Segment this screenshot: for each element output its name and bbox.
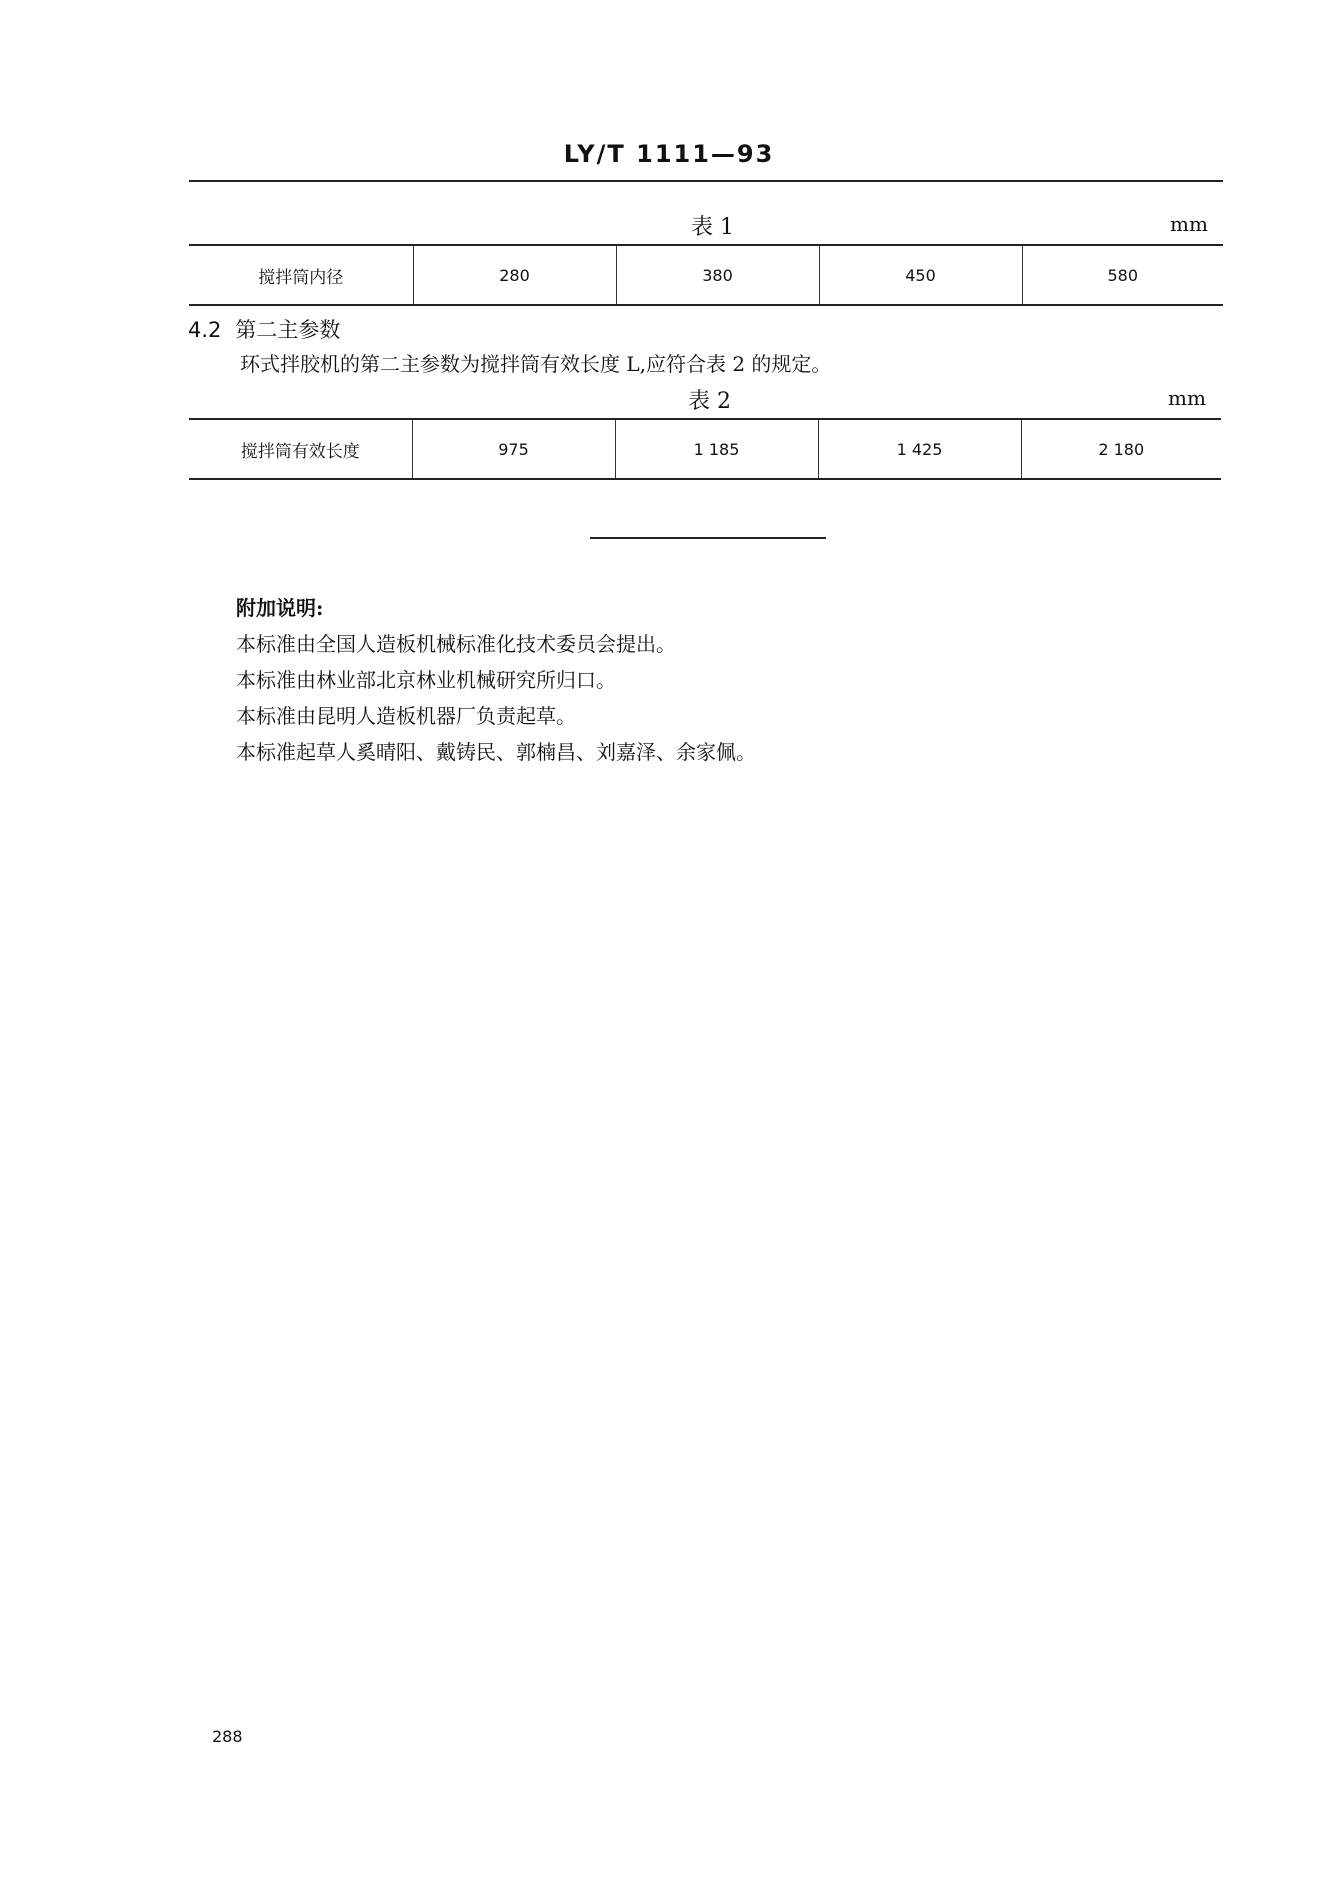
table2-value: 1 425	[818, 419, 1021, 479]
table-row	[189, 245, 1223, 305]
table1-unit: mm	[1170, 212, 1208, 236]
header-divider	[189, 180, 1223, 182]
notes-line: 本标准由林业部北京林业机械研究所归口。	[236, 668, 616, 692]
end-divider	[590, 537, 826, 539]
table2-unit: mm	[1168, 386, 1206, 410]
table2-label: 搅拌筒有效长度	[189, 419, 412, 479]
table2	[189, 418, 1221, 480]
section-body: 环式拌胶机的第二主参数为搅拌筒有效长度 L,应符合表 2 的规定。	[240, 352, 832, 376]
page-number: 288	[212, 1727, 243, 1746]
table-row	[189, 419, 1221, 479]
additional-notes	[236, 590, 756, 770]
table1-value: 380	[616, 245, 819, 305]
table2-caption: 表 2	[688, 389, 731, 414]
table1-caption: 表 1	[691, 215, 734, 240]
notes-line: 本标准由昆明人造板机器厂负责起草。	[236, 704, 576, 728]
notes-line: 本标准由全国人造板机械标准化技术委员会提出。	[236, 632, 676, 656]
table1-value: 280	[413, 245, 616, 305]
notes-title: 附加说明:	[236, 596, 324, 620]
notes-line: 本标准起草人奚晴阳、戴铸民、郭楠昌、刘嘉泽、余家佩。	[236, 740, 756, 764]
standard-code: LY/T 1111—93	[563, 140, 775, 168]
table2-value: 1 185	[615, 419, 818, 479]
table2-value: 2 180	[1021, 419, 1221, 479]
table1	[189, 244, 1223, 306]
section-heading	[188, 314, 340, 344]
table1-value: 450	[819, 245, 1022, 305]
section-number: 4.2	[188, 318, 222, 342]
table1-label: 搅拌筒内径	[189, 245, 413, 305]
table1-value: 580	[1022, 245, 1223, 305]
table2-value: 975	[412, 419, 615, 479]
section-title: 第二主参数	[235, 318, 341, 342]
